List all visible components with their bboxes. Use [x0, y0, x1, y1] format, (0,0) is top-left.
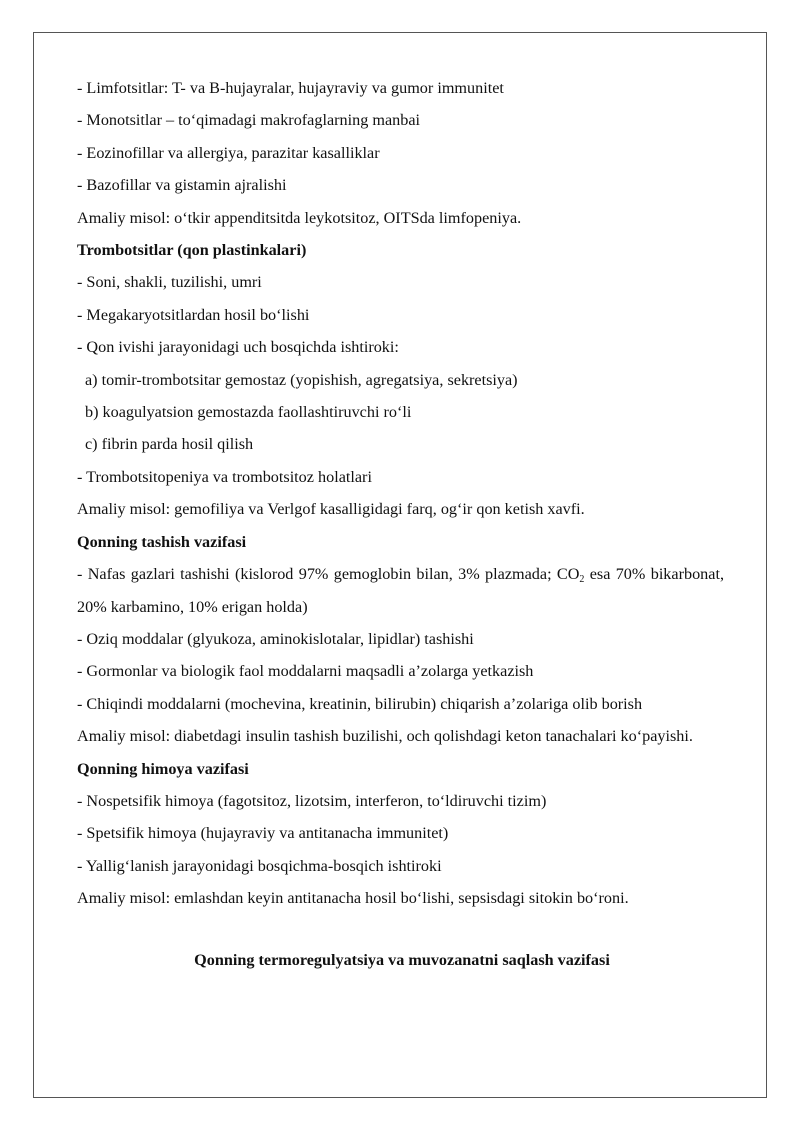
- paragraph-gas-transport: [77, 558, 724, 623]
- section-heading-thermoregulation: Qonning termoregulyatsiya va muvozanatni saqlash vazifasi: [194, 950, 610, 969]
- text-line: - Spetsifik himoya (hujayraviy va antitanacha immunitet): [77, 824, 449, 843]
- section-heading-platelets: Trombotsitlar (qon plastinkalari): [77, 241, 307, 260]
- text-line: - Limfotsitlar: T- va B-hujayralar, hujayraviy va gumor immunitet: [77, 79, 504, 97]
- text-line: - Eozinofillar va allergiya, parazitar kasalliklar: [77, 143, 380, 162]
- text-line: - Qon ivishi jarayonidagi uch bosqichda ishtiroki:: [77, 338, 399, 357]
- sub-item: b) koagulyatsion gemostazda faollashtiruvchi ro‘li: [85, 403, 412, 422]
- example-line: Amaliy misol: o‘tkir appenditsitda leykotsitoz, OITSda limfopeniya.: [77, 208, 522, 227]
- text-line: - Trombotsitopeniya va trombotsitoz holatlari: [77, 467, 372, 486]
- example-line: Amaliy misol: emlashdan keyin antitanacha hosil bo‘lishi, sepsisdagi sitokin bo‘roni.: [77, 889, 629, 908]
- sub-item: a) tomir-trombotsitar gemostaz (yopishish, agregatsiya, sekretsiya): [85, 370, 518, 389]
- text-line: - Monotsitlar – to‘qimadagi makrofaglarning manbai: [77, 111, 420, 130]
- document-body: [77, 72, 724, 976]
- text-line: - Oziq moddalar (glyukoza, aminokislotalar, lipidlar) tashishi: [77, 629, 474, 648]
- section-heading-transport: Qonning tashish vazifasi: [77, 532, 247, 551]
- text-line: - Bazofillar va gistamin ajralishi: [77, 176, 287, 195]
- text-line: - Yallig‘lanish jarayonidagi bosqichma-bosqich ishtiroki: [77, 856, 442, 875]
- subscript: 2: [579, 574, 585, 586]
- paragraph-example: Amaliy misol: diabetdagi insulin tashish buzilishi, och qolishdagi keton tanachalari ko‘payishi.: [77, 727, 693, 746]
- paragraph-waste: - Chiqindi moddalarni (mochevina, kreatinin, bilirubin) chiqarish a’zolariga olib borish: [77, 694, 643, 713]
- text-line: - Nospetsifik himoya (fagotsitoz, lizotsim, interferon, to‘ldiruvchi tizim): [77, 791, 547, 810]
- spacer: [77, 915, 724, 944]
- text-run: esa 70% bikarbonat, 20% karbamino, 10% erigan holda): [77, 565, 724, 616]
- example-line: Amaliy misol: gemofiliya va Verlgof kasalligidagi farq, og‘ir qon ketish xavfi.: [77, 500, 585, 519]
- text-run: - Nafas gazlari tashishi (kislorod 97% gemoglobin bilan, 3% plazmada; CO: [77, 565, 580, 584]
- text-line: - Megakaryotsitlardan hosil bo‘lishi: [77, 305, 310, 324]
- sub-item: c) fibrin parda hosil qilish: [85, 435, 254, 454]
- section-heading-defense: Qonning himoya vazifasi: [77, 759, 249, 778]
- text-line: - Soni, shakli, tuzilishi, umri: [77, 273, 262, 292]
- text-line: - Gormonlar va biologik faol moddalarni maqsadli a’zolarga yetkazish: [77, 662, 534, 681]
